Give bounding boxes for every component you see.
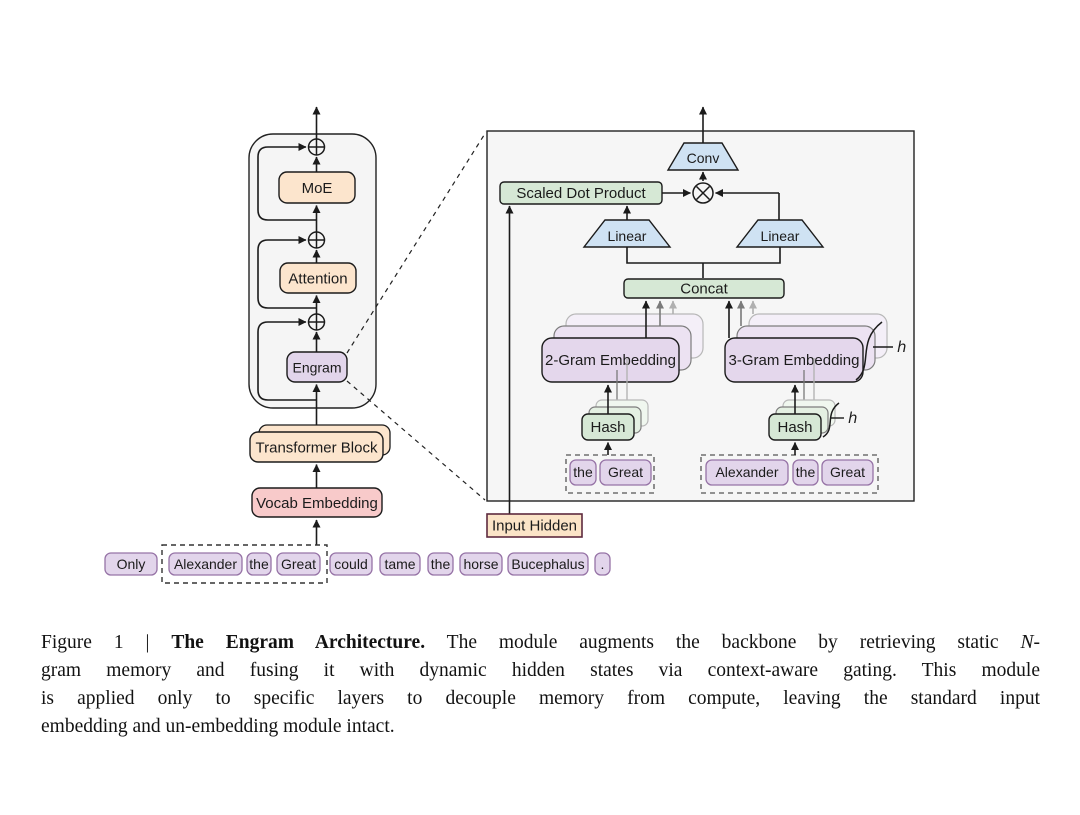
moe-label: MoE [301,180,333,197]
token-label: Bucephalus [511,556,585,572]
transformer-block-label: Transformer Block [255,439,378,457]
caption-hyphen: - [1033,632,1040,653]
caption-figure-label: Figure 1 | [41,632,172,653]
two-gram-embedding-stack [542,314,703,382]
vocab-embedding-label: Vocab Embedding [256,495,378,512]
token-label: Great [280,556,317,572]
conv-label: Conv [686,150,720,166]
caption-line-3: is applied only to specific layers to decouple memory from compute, leaving the standard input [41,688,1040,709]
two-gram-embedding-label: 2-Gram Embedding [545,352,676,369]
caption-line-2: gram memory and fusing it with dynamic hidden states via context-aware gating. This module [41,660,1040,681]
token-label: the [573,464,593,480]
elementwise-multiply-icon [693,183,713,203]
token-label: the [430,556,451,572]
add-icon [309,232,325,248]
token-label: Great [607,464,644,480]
token-label: . [600,556,605,572]
token-label: Only [116,556,146,572]
token-label: Alexander [715,464,779,480]
concat-label: Concat [680,280,728,298]
caption-body: The module augments the backbone by retrieving static [425,632,1021,653]
add-icon [309,139,325,155]
engram-label: Engram [292,359,342,376]
caption-line-1 [41,629,1040,657]
token-label: the [795,464,816,480]
hash-label: Hash [777,419,813,436]
linear-left-label: Linear [607,228,647,244]
attention-label: Attention [288,270,348,288]
token-label: the [249,556,269,572]
sentence-token-row [105,545,610,583]
token-label: tame [384,556,416,572]
depth-label-hash: h [848,409,858,427]
token-label: Alexander [173,556,238,572]
depth-label-embedding: h [897,338,907,356]
figure-caption [41,629,1040,741]
token-label: Great [829,464,866,480]
input-hidden-label: Input Hidden [491,517,578,535]
add-icon [309,314,325,330]
token-label: horse [463,556,499,572]
linear-right-label: Linear [760,228,800,244]
three-gram-embedding-label: 3-Gram Embedding [728,352,860,369]
token-label: could [334,556,368,572]
hash-label: Hash [590,419,626,436]
caption-line-4: embedding and un-embedding module intact. [41,716,395,737]
caption-italic-n: N [1020,632,1034,653]
caption-title: The Engram Architecture. [171,632,426,653]
scaled-dot-product-label: Scaled Dot Product [516,185,646,202]
